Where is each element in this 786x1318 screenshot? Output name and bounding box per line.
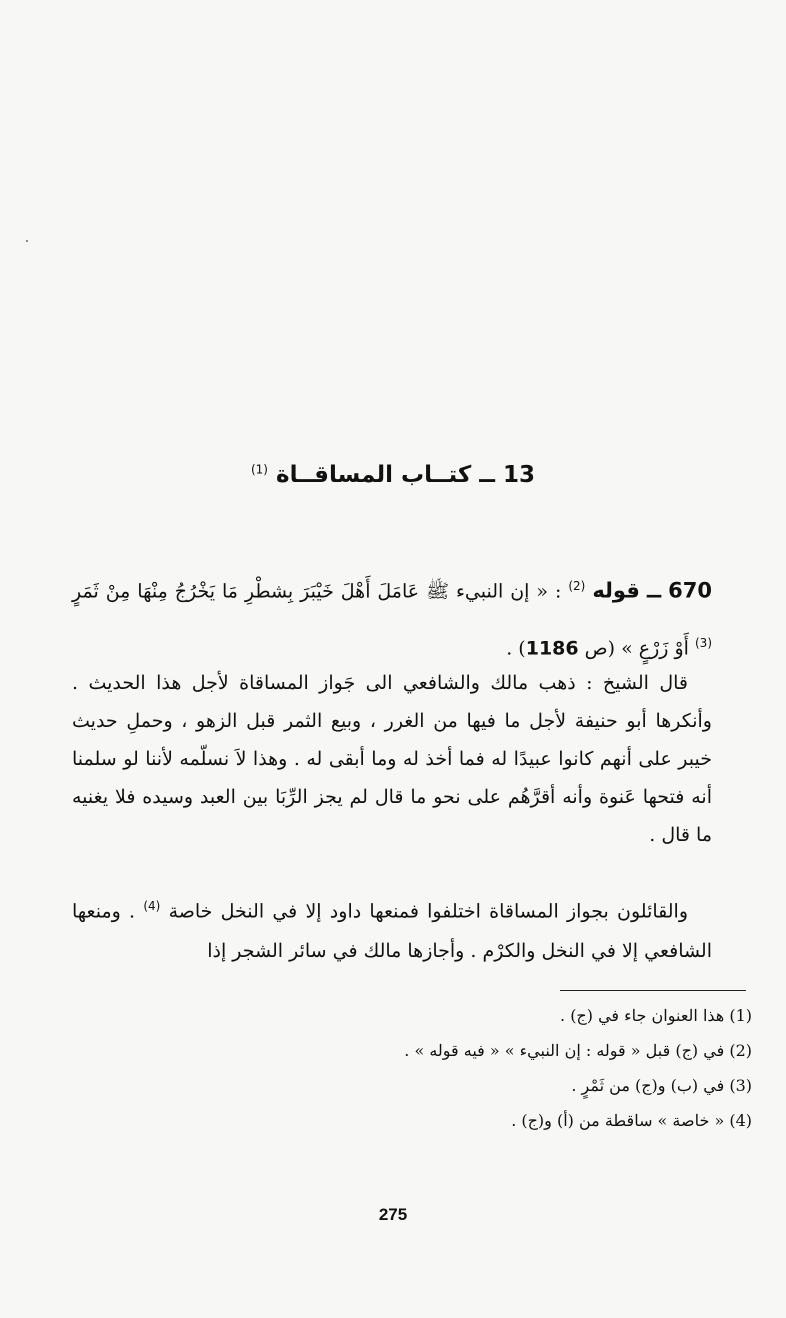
opinions-text-part1: والقائلون بجواز المساقاة اختلفوا فمنعها داود إلا في النخل خاصة: [168, 900, 688, 923]
page-number: 275: [378, 1205, 408, 1224]
commentary-paragraph: [72, 664, 712, 854]
hadith-text-part1: : « إن النبيء ﷺ عَامَلَ أَهْلَ خَيْبَرَ بِشطْرِ مَا يَخْرُجُ مِنْهَا مِنْ ثَمَرٍ: [72, 580, 562, 603]
hadith-footnote-ref-2: (2): [568, 579, 586, 593]
footnote-4: (4) « خاصة » ساقطة من (أ) و(ج) .: [511, 1111, 752, 1130]
chapter-title-text: كتــاب المساقــاة: [276, 462, 472, 488]
opinions-text-part2: . ومنعها الشافعي إلا في النخل والكرْم . وأجازها مالك في سائر الشجر إذا: [72, 900, 712, 963]
hadith-text-part2: أَوْ زَرْعٍ » (ص: [584, 637, 689, 660]
hadith-dash: ــ: [646, 578, 662, 603]
hadith-text-end: ) .: [506, 637, 526, 660]
hadith-page-ref: 1186: [525, 637, 579, 660]
opinions-paragraph: [72, 886, 712, 971]
chapter-dash: ــ: [479, 462, 495, 488]
scan-speck: [26, 240, 28, 242]
hadith-entry: [72, 560, 712, 675]
footnotes: [200, 998, 752, 1138]
opinions-footnote-ref-4: (4): [143, 899, 161, 913]
chapter-number: 13: [503, 462, 536, 488]
chapter-heading: [0, 462, 786, 488]
footnote-separator: [560, 990, 746, 991]
chapter-footnote-ref: (1): [250, 462, 268, 477]
hadith-lead: قوله: [592, 578, 640, 603]
commentary-text: قال الشيخ : ذهب مالك والشافعي الى جَواز المساقاة لأجل هذا الحديث . وأنكرها أبو حنيفة لأجل ما فيها من الغرر ، وبيع الثمر قبل الزهو ، وحملِ حديث خيبر على أنهم كانوا عبيدًا له فما أخذ له وما أبقى له . وهذا لاَ نسلّمه لأننا لو سلمنا أنه فتحها عَنوة وأنه أقرَّهُم على نحو ما قال لم يجز الرِّبَا بين العبد وسيده فلا يغنيه ما قال .: [72, 672, 712, 846]
footnote-1: (1) هذا العنوان جاء في (ج) .: [560, 1006, 752, 1025]
hadith-number: 670: [668, 578, 712, 603]
hadith-footnote-ref-3: (3): [694, 636, 712, 651]
footnote-2: (2) في (ج) قبل « قوله : إن النبيء » « فيه قوله » .: [404, 1041, 752, 1060]
footnote-3: (3) في (ب) و(ج) من ثَمْرٍ .: [571, 1076, 752, 1095]
